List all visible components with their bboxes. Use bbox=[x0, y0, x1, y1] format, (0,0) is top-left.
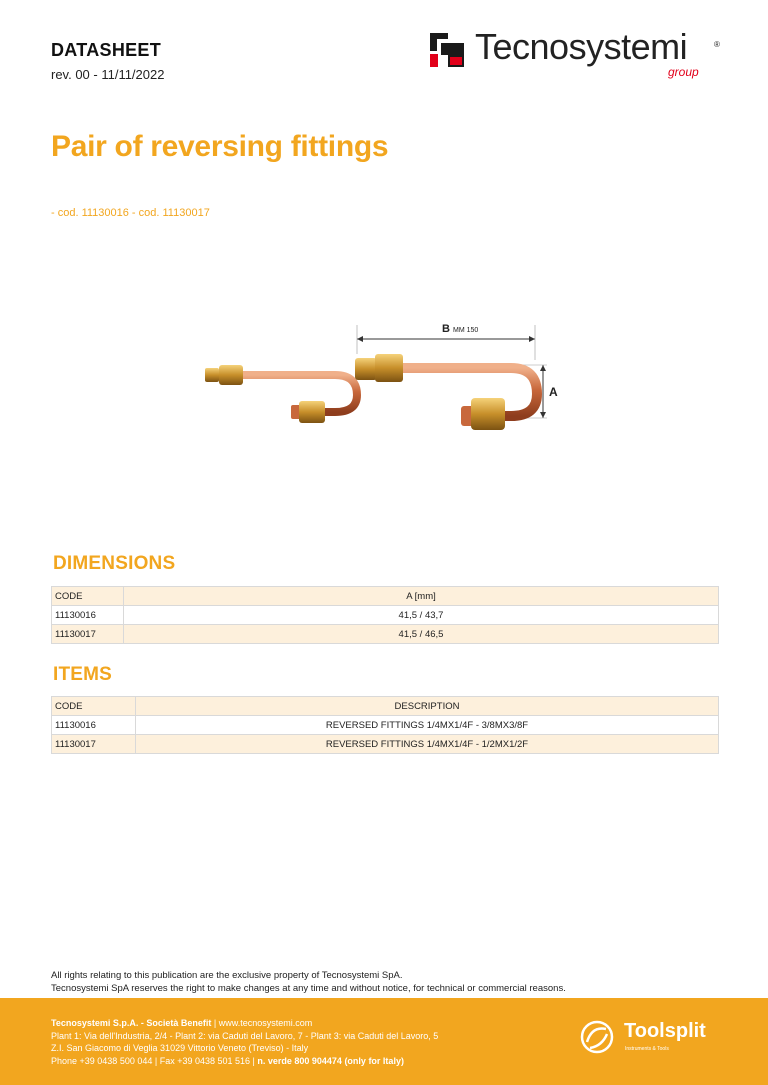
registered-mark: ® bbox=[714, 40, 720, 49]
footer-contact: Tecnosystemi S.p.A. - Società Benefit | www.tecnosystemi.com Plant 1: Via dell'Industria, 2/4 - Plant 2: via Caduti del Lavoro, 7 - Plant 3: via Caduti del Lavoro, 5 Z.I. San Giacomo di Veglia 31029 Vittorio Veneto (Treviso) - Italy Phone +39 0438 500 044 | Fax +39 0438 501 516 | n. verde 800 904474 (only for Italy) bbox=[51, 1018, 439, 1066]
large-reversing-fitting bbox=[355, 354, 537, 430]
cell-a-mm: 41,5 / 43,7 bbox=[124, 606, 719, 625]
cell-code: 11130016 bbox=[52, 716, 136, 735]
column-header-code: CODE bbox=[52, 697, 136, 716]
cell-description: REVERSED FITTINGS 1/4MX1/4F - 1/2MX1/2F bbox=[136, 735, 719, 754]
dimension-b-note: MM 150 bbox=[453, 327, 479, 334]
brand-name: Tecnosystemi bbox=[475, 26, 688, 67]
revision-date: rev. 00 - 11/11/2022 bbox=[51, 67, 165, 82]
product-photo bbox=[195, 310, 570, 445]
cell-code: 11130017 bbox=[52, 735, 136, 754]
toolsplit-logo bbox=[578, 1018, 728, 1058]
footer-website-link[interactable]: www.tecnosystemi.com bbox=[218, 1018, 313, 1028]
product-codes: - cod. 11130016 - cod. 11130017 bbox=[51, 207, 210, 219]
page-title: Pair of reversing fittings bbox=[51, 130, 389, 163]
rights-notice bbox=[51, 970, 566, 995]
table-row bbox=[52, 716, 719, 735]
column-header-a-mm: A [mm] bbox=[124, 587, 719, 606]
footer bbox=[0, 998, 768, 1085]
tecnosystemi-logo bbox=[428, 28, 728, 80]
toolsplit-tagline: Instruments & Tools bbox=[625, 1046, 669, 1052]
small-reversing-fitting bbox=[205, 365, 357, 423]
header-block bbox=[51, 40, 164, 82]
toolsplit-logo-icon bbox=[578, 1018, 616, 1056]
dimension-a-label: A bbox=[549, 385, 558, 399]
footer-company: Tecnosystemi S.p.A. - Società Benefit bbox=[51, 1018, 212, 1028]
footer-fax: Fax +39 0438 501 516 bbox=[159, 1055, 251, 1066]
items-table bbox=[51, 696, 719, 754]
column-header-description: DESCRIPTION bbox=[136, 697, 719, 716]
column-header-code: CODE bbox=[52, 587, 124, 606]
rights-line-1: All rights relating to this publication are the exclusive property of Tecnosystemi SpA. bbox=[51, 970, 403, 981]
rights-line-2: Tecnosystemi SpA reserves the right to make changes at any time and without notice, for technical or commercial reasons. bbox=[51, 982, 566, 994]
tecnosystemi-logo-icon bbox=[428, 31, 466, 69]
table-row bbox=[52, 735, 719, 754]
dimensions-heading: DIMENSIONS bbox=[53, 553, 176, 574]
table-row bbox=[52, 625, 719, 644]
footer-plants: Plant 1: Via dell'Industria, 2/4 - Plant 2: via Caduti del Lavoro, 7 - Plant 3: via Caduti del Lavoro, 5 bbox=[51, 1030, 439, 1041]
doc-type-label: DATASHEET bbox=[51, 40, 162, 60]
dimensions-table bbox=[51, 586, 719, 644]
dimension-b-label: B bbox=[442, 323, 450, 335]
cell-code: 11130016 bbox=[52, 606, 124, 625]
footer-phone: Phone +39 0438 500 044 bbox=[51, 1055, 153, 1066]
table-header-row bbox=[52, 697, 719, 716]
table-header-row bbox=[52, 587, 719, 606]
cell-description: REVERSED FITTINGS 1/4MX1/4F - 3/8MX3/8F bbox=[136, 716, 719, 735]
toolsplit-name: Toolsplit bbox=[624, 1020, 706, 1042]
cell-a-mm: 41,5 / 46,5 bbox=[124, 625, 719, 644]
items-heading: ITEMS bbox=[53, 664, 113, 685]
table-row bbox=[52, 606, 719, 625]
footer-address: Z.I. San Giacomo di Veglia 31029 Vittorio Veneto (Treviso) - Italy bbox=[51, 1043, 309, 1053]
cell-code: 11130017 bbox=[52, 625, 124, 644]
brand-tagline: group bbox=[668, 65, 699, 79]
footer-green-number: n. verde 800 904474 (only for Italy) bbox=[257, 1055, 404, 1066]
